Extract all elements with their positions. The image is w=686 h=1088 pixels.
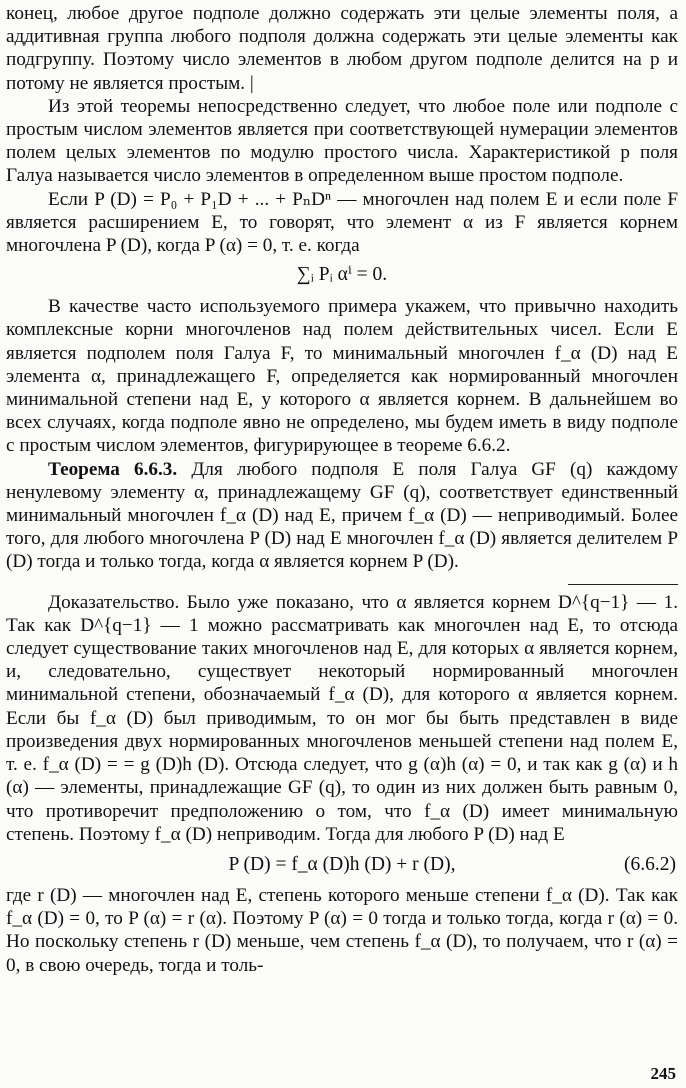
page-number: 245: [650, 1064, 676, 1083]
paragraph-3: Если P (D) = P₀ + P₁D + ... + PₙDⁿ — многочлен над полем E и если поле F является расширением E, то говорят, что элемент α из F является корнем многочлена P (D), когда P (α) = 0, т. е. когда: [6, 188, 678, 257]
proof-paragraph: Доказательство. Было уже показано, что α является корнем D^{q−1} — 1. Так как D^{q−1} — 1 можно рассматривать как многочлен над E, то отсюда следует существование таких многочленов над E, для которых α является корнем, и, следовательно, существует некоторый нормированный многочлен минимальной степени, обозначаемый f_α (D), для которого α является корнем. Если бы f_α (D) был приводимым, то он мог бы быть представлен в виде произведения двух нормированных многочленов меньшей степени над полем E, т. е. f_α (D) = = g (D)h (D). Отсюда следует, что g (α)h (α) = 0, и так как g (α) и h (α) — элементы, принадлежащие GF (q), то один из них должен быть равным 0, что противоречит предположению о том, что f_α (D) имеет минимальную степень. Поэтому f_α (D) неприводим. Тогда для любого P (D) над E: [6, 591, 678, 845]
section-rule: [568, 584, 678, 585]
theorem-text: Для любого подполя E поля Галуа GF (q) каждому ненулевому элементу α, принадлежащему GF (q), соответствует единственный минимальный многочлен f_α (D) над E, причем f_α (D) — неприводимый. Более того, для любого многочлена P (D) над E многочлен f_α (D) является делителем P (D) тогда и только тогда, когда α является корнем P (D).: [6, 458, 679, 573]
paragraph-4: В качестве часто используемого примера укажем, что привычно находить комплексные корни многочленов над полем действительных чисел. Если E является подполем поля Галуа F, то минимальный многочлен f_α (D) над E элемента α, принадлежащего F, определяется как нормированный многочлен минимальной степени над E, у которого α является корнем. В дальнейшем во всех случаях, когда подполе явно не определено, мы будем иметь в виду подполе с простым числом элементов, фигурирующее в теореме 6.6.2.: [6, 296, 678, 457]
equation-number: (6.6.2): [624, 853, 676, 875]
theorem-label: Теорема 6.6.3.: [48, 458, 178, 480]
paragraph-last: где r (D) — многочлен над E, степень которого меньше степени f_α (D). Так как f_α (D) = 0, то P (α) = r (α). Поэтому P (α) = 0 тогда и только тогда, когда r (α) = 0. Но поскольку степень r (D) меньше, чем степень f_α (D), то получаем, что r (α) = 0, в свою очередь, тогда и толь-: [6, 884, 678, 976]
formula-6-6-2-body: P (D) = f_α (D)h (D) + r (D),: [228, 853, 456, 875]
paragraph-2: Из этой теоремы непосредственно следует, что любое поле или подполе с простым числом элементов является при соответствующей нумерации элементов полем целых элементов по модулю простого числа. Характеристикой p поля Галуа называется число элементов в определенном выше простом подполе.: [6, 95, 678, 187]
theorem-6-6-3: [6, 458, 678, 574]
paragraph-1: конец, любое другое подполе должно содержать эти целые элементы поля, а аддитивная группа любого подполя должна содержать эти целые элементы как подгруппу. Поэтому число элементов в любом другом подполе делится на p и потому не является простым. |: [6, 3, 678, 94]
formula-6-6-2: [6, 852, 678, 878]
formula-sum: ∑ᵢ Pᵢ αⁱ = 0.: [296, 264, 388, 286]
